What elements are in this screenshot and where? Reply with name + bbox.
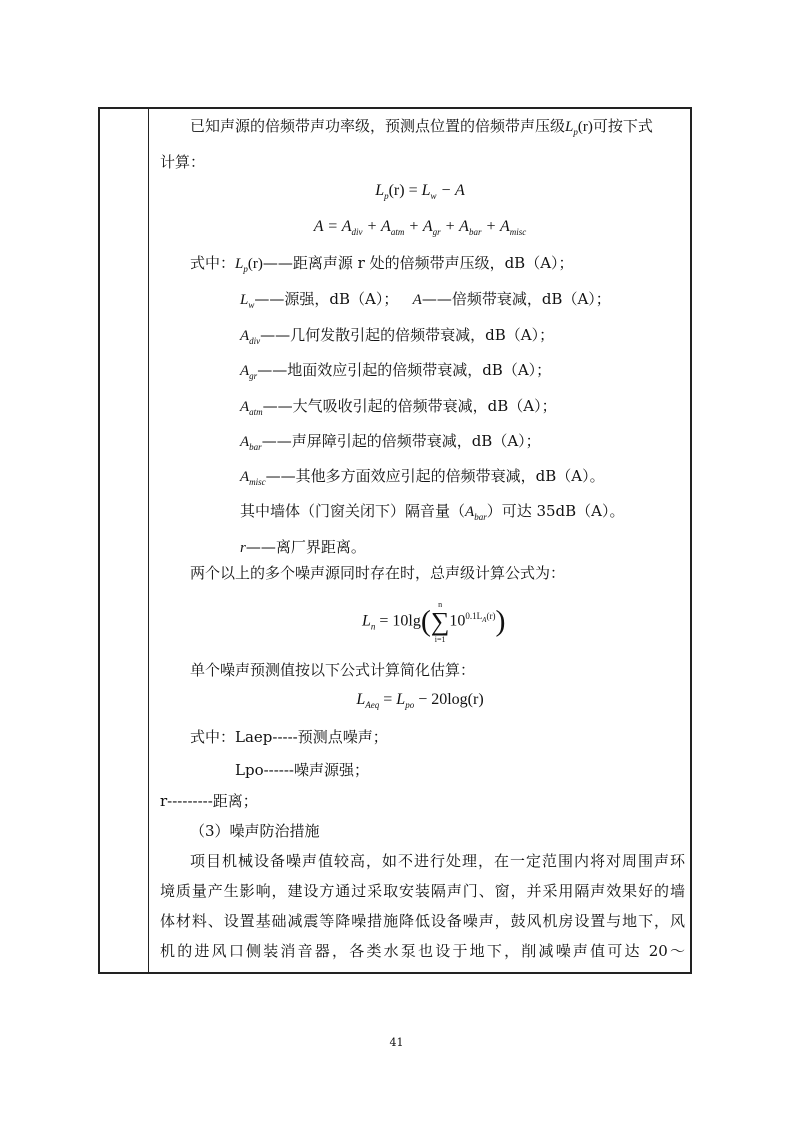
def-wall: 其中墙体（门窗关闭下）隔音量$(A_{bar})$可达 35dB（A）。 [240, 502, 625, 522]
def-lw-a: $L_w——$源强，dB（A）； A——倍频带衰减，dB（A）； [240, 290, 611, 310]
def-amisc: $A_{misc}——$其他多方面效应引起的倍频带衰减，dB（A）。 [240, 467, 605, 487]
paragraph-line-3: 体材料、设置基础减震等降噪措施降低设备噪声，鼓风机房设置与地下，风 [160, 912, 685, 930]
term-atm: $A_{atm}$ + [381, 218, 423, 238]
single-source-text: 单个噪声预测值按以下公式计算简化估算： [190, 661, 476, 679]
paragraph-line-4: 机的进风口侧装消音器，各类水泵也设于地下，削减噪声值可达 20～ [160, 942, 685, 960]
def-lp: 式中：$L_p(r)——$距离声源 r 处的倍频带声压级，dB（A）； [190, 254, 574, 274]
lp-symbol: $L_p(r)$ [565, 119, 593, 137]
intro-text: 已知声源的倍频带声功率级，预测点位置的倍频带声压级 [190, 117, 566, 135]
formula-a-sum: $A = A_{div} + A_{atm} + A_{gr} + A_{bar} + A_{misc}$ [313, 218, 527, 238]
formula-laeq: $L_{Aeq} = L_{po} - 20\log(r)$ [356, 691, 484, 711]
paragraph-line-1: 项目机械设备噪声值较高，如不进行处理，在一定范围内将对周围声环 [190, 852, 685, 870]
term-div: $A_{div}$ + [341, 218, 382, 238]
intro-line [190, 116, 653, 142]
term-bar: $A_{bar}$ + [459, 218, 500, 238]
def-abar: $A_{bar}——$声屏障引起的倍频带衰减，dB（A）； [240, 432, 541, 452]
def-lpo: Lpo------噪声源强； [235, 761, 370, 779]
def-r: r——离厂界距离。 [240, 538, 366, 556]
def-aatm: $A_{atm}——$大气吸收引起的倍频带衰减，dB（A）； [240, 397, 557, 417]
intro-text-tail: 可按下式 [592, 117, 653, 135]
def-r-distance: r---------距离； [160, 792, 258, 810]
formula-ln: $L_n = 10\lg$( n ∑ i=1 $10^{0.1L_A(r)}$) [362, 599, 506, 644]
term-gr: $A_{gr}$ + [422, 218, 460, 238]
multi-source-text: 两个以上的多个噪声源同时存在时，总声级计算公式为： [190, 564, 566, 582]
term-misc: $A_{misc}$ [499, 218, 527, 238]
def-agr: $A_{gr}——$地面效应引起的倍频带衰减，dB（A）； [240, 361, 552, 381]
section-title: （3）噪声防治措施 [190, 822, 320, 840]
formula-lp: $L_p(r) = L_w - A$ [375, 182, 465, 202]
page-number: 41 [389, 1036, 404, 1049]
intro-line-2: 计算： [160, 153, 206, 171]
def-laep: 式中：Laep-----预测点噪声； [190, 728, 388, 746]
paragraph-line-2: 境质量产生影响，建设方通过采取安装隔声门、窗，并采用隔声效果好的墙 [160, 882, 685, 900]
def-adiv: $A_{div}——$几何发散引起的倍频带衰减，dB（A）； [240, 326, 555, 346]
